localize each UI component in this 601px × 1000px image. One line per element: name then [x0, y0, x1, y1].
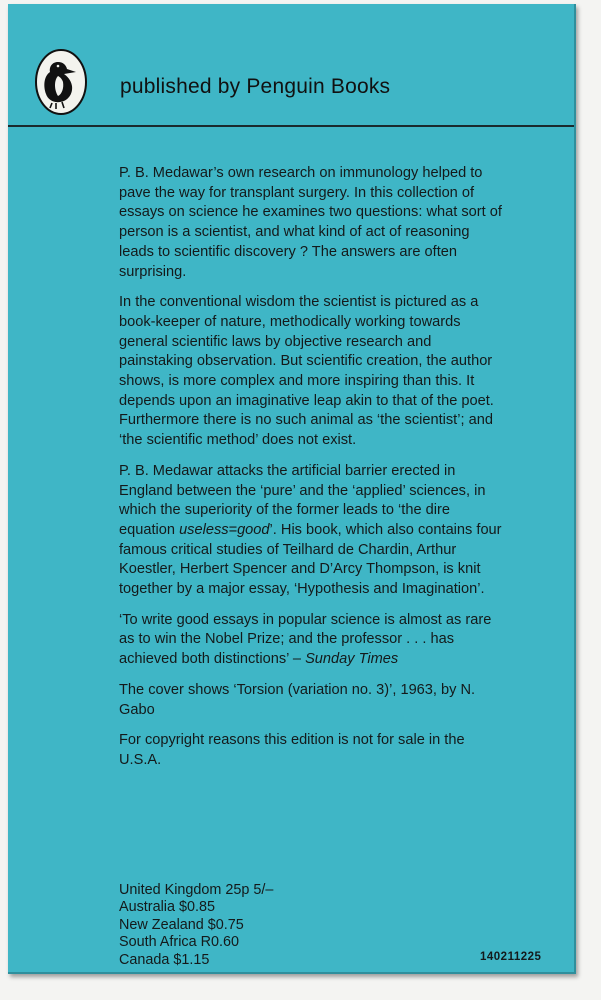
penguin-logo-icon — [34, 48, 88, 116]
isbn-number: 140211225 — [480, 951, 542, 963]
review-quote — [119, 611, 504, 670]
back-cover — [8, 4, 576, 974]
cover-credit: The cover shows ‘Torsion (variation no. 3)’, 1963, by N. Gabo — [119, 681, 476, 718]
publisher-line: published by Penguin Books — [120, 75, 391, 98]
equation-text: useless=good — [179, 521, 270, 538]
price-list — [119, 882, 273, 969]
blurb-text-run: ’. His book, which also contains four famous critical studies of Teilhard de Chardin, Arthur Koestler, Herbert Spencer and D’Arcy Thompson, is knit together by a major essay, ‘Hypothesis and Imagination’. — [119, 521, 502, 598]
price-line: United Kingdom 25p 5/– — [119, 882, 274, 898]
quote-source: Sunday Times — [305, 651, 399, 668]
header-divider — [8, 125, 574, 127]
price-line: South Africa R0.60 — [119, 934, 239, 951]
blurb-paragraph: P. B. Medawar’s own research on immunology helped to pave the way for transplant surgery. In this collection of essays on science he examines two questions: what sort of person is a scientist, and what kind of act of reasoning leads to scientific discovery ? The answers are often surprising. — [119, 165, 502, 280]
quote-text: ‘To write good essays in popular science is almost as rare as to win the Nobel Prize; and the professor . . . has achieved both distinctions’ – — [119, 611, 492, 668]
price-line: Australia $0.85 — [119, 899, 215, 916]
blurb-paragraph: In the conventional wisdom the scientist is pictured as a book-keeper of nature, methodically working towards general scientific laws by objective research and painstaking observation. But scientific creation, the author shows, is more complex and more inspiring than this. It depends upon an imaginative leap akin to that of the poet. Furthermore there is no such animal as ‘the scientist’; and ‘the scientific method’ does not exist. — [119, 294, 494, 449]
blurb-text-run: P. B. Medawar attacks the artificial barrier erected in England between the ‘pure’ and the ‘applied’ sciences, in which the superiority of the former leads to ‘the dire equation — [119, 462, 486, 538]
copyright-notice: For copyright reasons this edition is not for sale in the U.S.A. — [119, 732, 465, 768]
price-line: Canada $1.15 — [119, 951, 210, 968]
blurb-paragraph — [119, 462, 504, 600]
blurb-text — [119, 164, 504, 782]
price-line: New Zealand $0.75 — [119, 916, 244, 933]
